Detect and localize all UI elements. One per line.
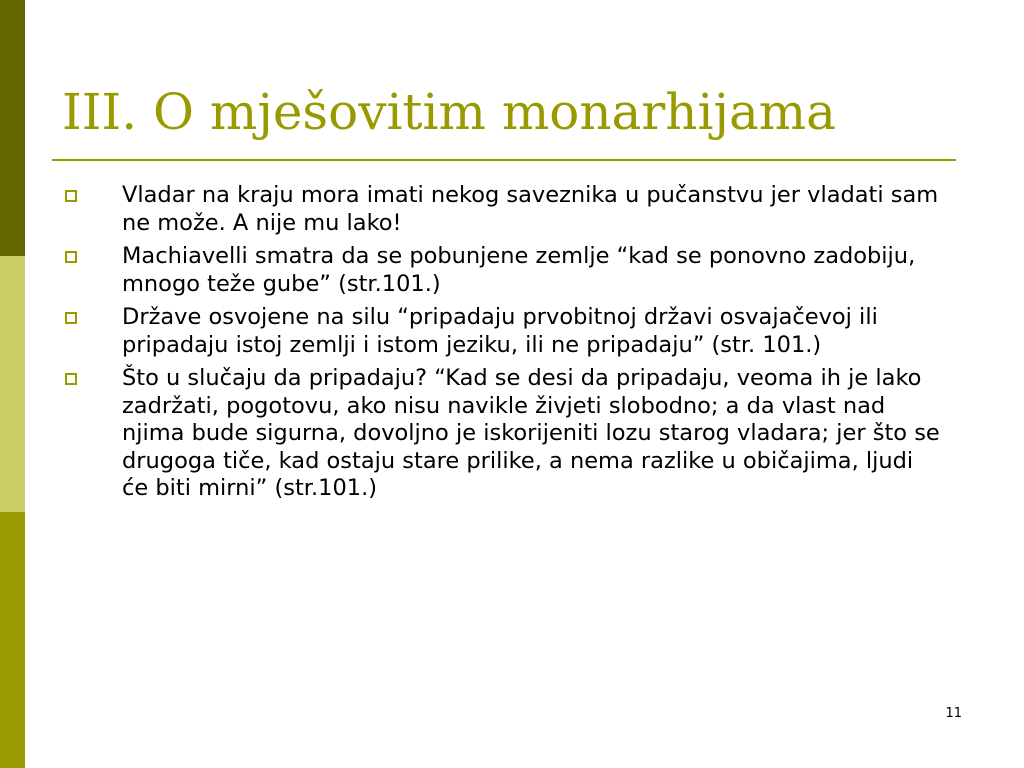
square-bullet-icon [65,312,77,324]
bullet-item [62,304,942,359]
bullet-text: Machiavelli smatra da se pobunjene zemlje “kad se ponovno zadobiju, mnogo teže gube” (str.101.) [122,243,916,297]
square-bullet-icon [65,251,77,263]
bullet-item [62,365,942,503]
square-bullet-icon [65,190,77,202]
title-divider [52,159,956,161]
side-bar-top [0,0,25,256]
bullet-item [62,243,942,298]
side-bar-middle [0,256,25,512]
slide-number: 11 [945,706,962,721]
bullet-list [62,182,942,509]
bullet-item [62,182,942,237]
bullet-text: Države osvojene na silu “pripadaju prvobitnoj državi osvajačevoj ili pripadaju istoj zemlji i istom jeziku, ili ne pripadaju” (str. 101.) [122,304,878,358]
square-bullet-icon [65,373,77,385]
slide-title: III. O mješovitim monarhijama [62,83,836,141]
bullet-text: Što u slučaju da pripadaju? “Kad se desi da pripadaju, veoma ih je lako zadržati, pogotovu, ako nisu navikle živjeti slobodno; a da vlast nad njima bude sigurna, dovoljno je iskorijeniti lozu starog vladara; jer što se drugoga tiče, kad ostaju stare prilike, a nema razlike u običajima, ljudi će biti mirni” (str.101.) [122,365,940,501]
bullet-text: Vladar na kraju mora imati nekog saveznika u pučanstvu jer vladati sam ne može. A nije mu lako! [122,182,939,236]
side-bar-bottom [0,512,25,768]
